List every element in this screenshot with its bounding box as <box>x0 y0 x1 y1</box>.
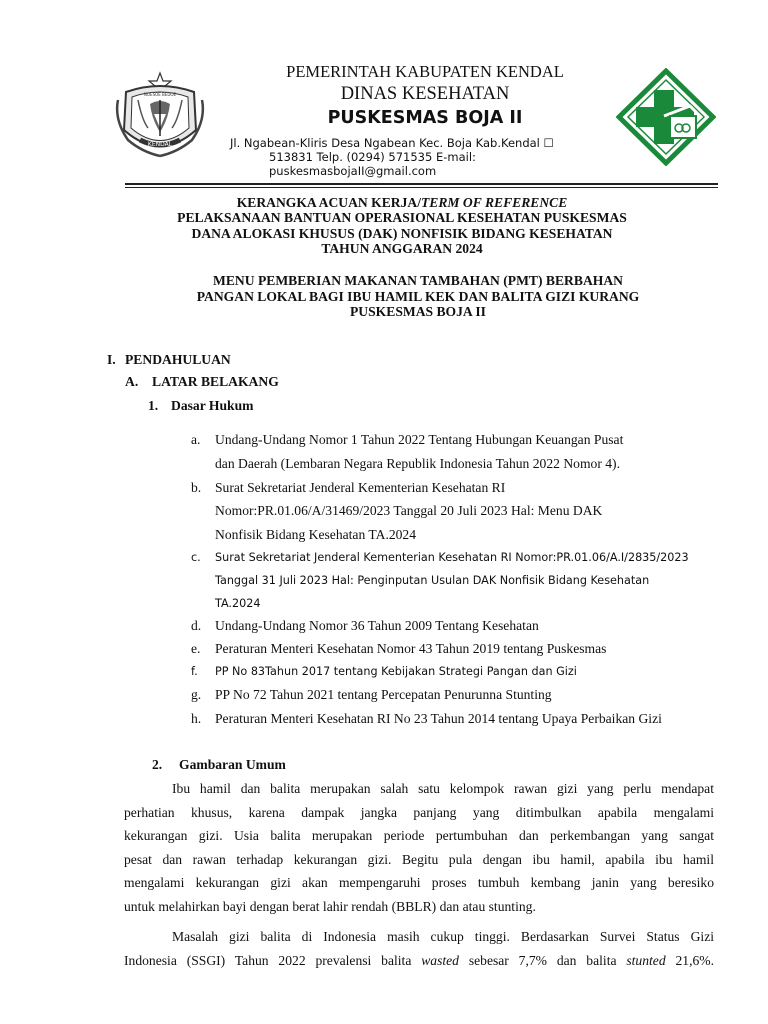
doc-title-line-2: PELAKSANAAN BANTUAN OPERASIONAL KESEHATAN PUSKESMAS <box>177 210 627 225</box>
address-line-1: Jl. Ngabean-Kliris Desa Ngabean Kec. Boja Kab.Kendal ☐ <box>230 136 554 150</box>
paragraph-2 <box>124 925 714 972</box>
subtitle-line-3: PUSKESMAS BOJA II <box>350 304 486 319</box>
subsection-number-1: 1. <box>148 398 159 413</box>
gov-name: PEMERINTAH KABUPATEN KENDAL <box>286 62 564 81</box>
doc-title-line-4: TAHUN ANGGARAN 2024 <box>321 241 483 256</box>
paragraph-line: Indonesia (SSGI) Tahun 2022 prevalensi balita wasted sebesar 7,7% dan balita stunted 21,6%. <box>124 952 714 968</box>
svg-text:KENDAL: KENDAL <box>147 141 173 148</box>
subsection-heading-gambaran-umum: Gambaran Umum <box>179 757 286 772</box>
section-number-a: A. <box>125 374 139 389</box>
kendal-seal-logo <box>112 70 208 160</box>
svg-text:NOESOE BEDOE: NOESOE BEDOE <box>143 92 177 97</box>
paragraph-line: Ibu hamil dan balita merupakan salah satu kelompok rawan gizi yang perlu mendapat <box>172 781 714 796</box>
header-divider-thin <box>125 187 718 188</box>
section-heading-latar-belakang: LATAR BELAKANG <box>152 374 279 389</box>
paragraph-line: mengalami kekurangan gizi akan mempengaruhi proses tumbuh kembang janin yang beresiko <box>124 875 714 890</box>
subtitle-line-2: PANGAN LOKAL BAGI IBU HAMIL KEK DAN BALITA GIZI KURANG <box>196 289 640 304</box>
address-line-2: 513831 Telp. (0294) 571535 E-mail: <box>269 150 476 164</box>
doc-title-line-3: DANA ALOKASI KHUSUS (DAK) NONFISIK BIDANG KESEHATAN <box>191 226 613 241</box>
office-name: PUSKESMAS BOJA II <box>327 108 523 128</box>
paragraph-line: perhatian khusus, karena dampak jangka panjang yang ditimbulkan apabila mengalami <box>124 804 714 820</box>
dept-name: DINAS KESEHATAN <box>340 84 510 104</box>
subsection-heading-dasar-hukum: Dasar Hukum <box>171 398 254 413</box>
paragraph-line: Masalah gizi balita di Indonesia masih cukup tinggi. Berdasarkan Survei Status Gizi <box>172 929 714 944</box>
paragraph-line: pesat dan rawan terhadap kekurangan gizi. Begitu pula dengan ibu hamil, apabila ibu hamil <box>124 851 714 867</box>
email: puskesmasbojaII@gmail.com <box>269 164 437 178</box>
header-divider <box>125 183 718 185</box>
subsection-number-2: 2. <box>152 757 163 772</box>
paragraph-line: untuk melahirkan bayi dengan berat lahir rendah (BBLR) dan atau stunting. <box>124 898 536 914</box>
section-number-1: I. <box>107 352 116 367</box>
paragraph-line: kekurangan gizi. Usia balita merupakan periode pertumbuhan dan perkembangan yang sangat <box>124 828 714 843</box>
paragraph-1 <box>124 777 714 918</box>
section-heading-pendahuluan: PENDAHULUAN <box>125 352 231 367</box>
doc-title-line-1: KERANGKA ACUAN KERJA/TERM OF REFERENCE <box>236 195 568 210</box>
subtitle-line-1: MENU PEMBERIAN MAKANAN TAMBAHAN (PMT) BERBAHAN <box>213 273 623 288</box>
